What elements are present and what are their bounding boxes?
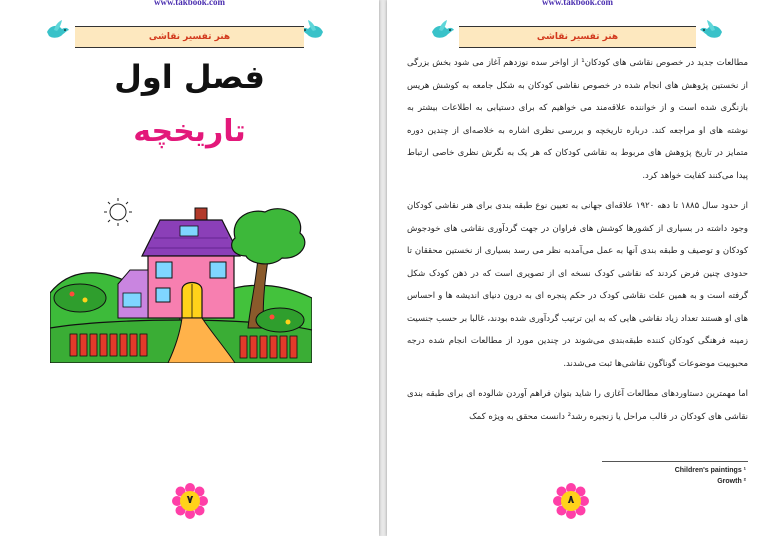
site-url[interactable]: www.takbook.com: [541, 0, 613, 7]
bird-icon: [429, 19, 455, 41]
body-text: [407, 52, 748, 436]
page-number-badge: [553, 483, 589, 519]
paragraph: مطالعات جدید در خصوص نقاشی های کودکان¹ از اواخر سده نوزدهم آغاز می شود بخش بزرگی از نخستین پژوهش های انجام شده در خصوص نقاشی کودکان به شکل جامعه به کوشش هریس بازنگری شده است و از خواننده علاقه‌مند می خواهیم که برای دستیابی به اطلاعات بیشتر به نوشته های او مراجعه کند. درباره تاریخچه و بررسی نظری اشاره به خلاصه‌ای از چندین دوره متمایز در تاریخ پژوهش های مربوط به نقاشی کودکان که هر یک به نگرش نظری خاصی ارتباط پیدا می‌کنند کفایت خواهد کرد.: [407, 58, 748, 181]
running-header: هنر تفسیر نقاشی: [75, 26, 304, 48]
site-url[interactable]: www.takbook.com: [153, 0, 225, 7]
page-number-badge: [172, 483, 208, 519]
bird-icon: [44, 19, 70, 41]
left-page: [0, 0, 379, 536]
chapter-title: فصل اول: [114, 58, 265, 96]
right-page: [387, 0, 768, 536]
footnote: Children's paintings ¹: [674, 467, 746, 474]
paragraph: اما مهمترین دستاوردهای مطالعات آغازی را شاید بتوان فراهم آوردن شالوده ای برای طبقه بندی نقاشی های کودکان در قالب مراحل یا زنجیره رشد² دانست محقق به ویژه کمک: [407, 389, 748, 422]
page-number: ۸: [567, 493, 575, 506]
page-number: ۷: [186, 493, 194, 506]
bird-icon: [699, 19, 725, 41]
chapter-subtitle: تاریخچه: [133, 114, 246, 149]
running-header: هنر تفسیر نقاشی: [459, 26, 696, 48]
footnotes: [675, 465, 746, 487]
sun-icon: [104, 198, 132, 226]
house-illustration: [50, 198, 312, 363]
footnote: Growth ²: [717, 478, 746, 485]
footnote-divider: [602, 461, 748, 462]
paragraph: از حدود سال ۱۸۸۵ تا دهه ۱۹۲۰ علاقه‌ای جهانی به تعیین نوع طبقه بندی برای هنر نقاشی کودکان وجود داشته در بسیاری از کشورها کوشش های فراوان در جهت گردآوری نقاشی های خودجوش کودکان و توصیف و طبقه بندی آنها به عمل می‌آمدبه نظر می رسد بسیاری از نخستین محققان تا حدودی چنین فرض کردند که نقاشی کودک نسخه ای از تصویری است که در ذهن کودک شکل گرفته است و به همین علت نقاشی کودک در حکم پنجره ای به درون دنیای اندیشه ها و احساس های او هستند تعداد زیاد نقاشی هایی که به این ترتیب گردآوری شده بودند، غالبا بر حسب جنسیت زمینه فرهنگی کودکان کننده طبقه‌بندی می‌شوند در چندین مورد از مطالعات انجام شده درجه محبوبیت موضوعات گوناگون نقاشی‌ها ثبت می‌شدند.: [407, 201, 748, 369]
